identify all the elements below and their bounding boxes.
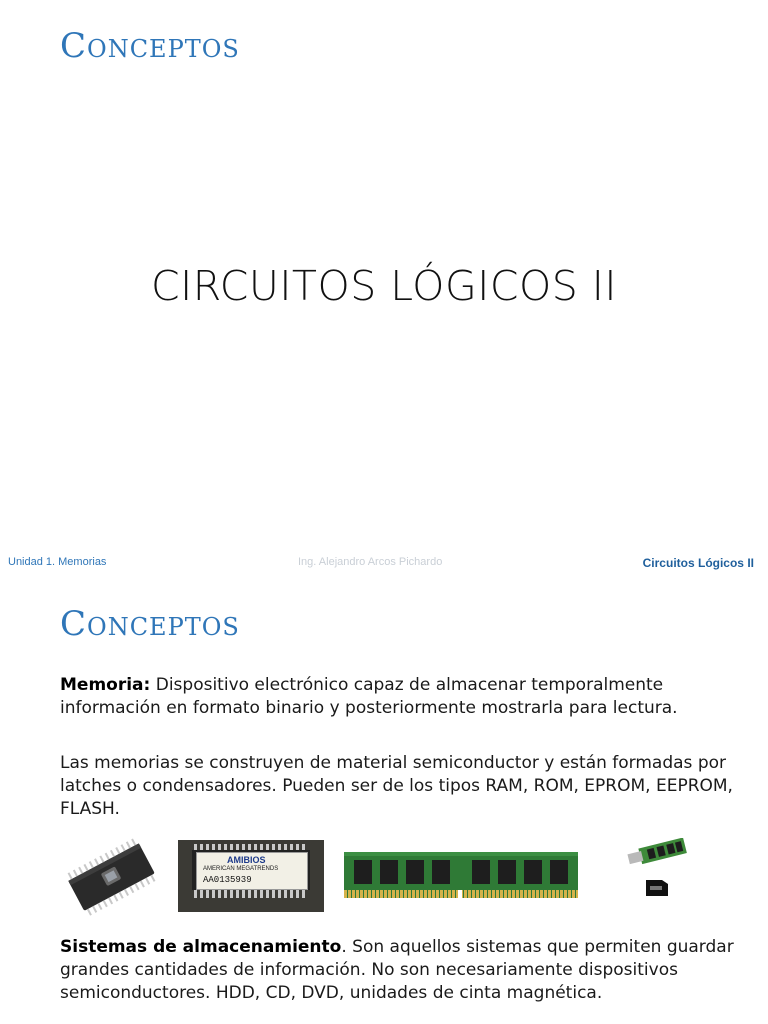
microsd-card-image [644, 878, 670, 898]
bios-label-serial: AA0135939 [203, 875, 252, 885]
memory-definition [60, 674, 740, 720]
bios-label [196, 852, 308, 890]
bios-label-brand: AMIBIOS [227, 855, 266, 865]
memory-types-paragraph: Las memorias se construyen de material semiconductor y están formadas por latches o condensadores. Pueden ser de los tipos RAM, ROM, EPROM, EEPROM, FLASH. [60, 753, 733, 819]
memory-images [60, 838, 740, 918]
chip-pins [194, 890, 308, 898]
usb-flash-image [626, 838, 690, 868]
slide-heading: Conceptos [60, 26, 240, 66]
bios-chip-image [178, 840, 324, 912]
main-title: CIRCUITOS LÓGICOS II [151, 262, 617, 310]
slide-concepts [0, 584, 768, 1024]
footer-author: Ing. Alejandro Arcos Pichardo [298, 556, 443, 568]
footer-unit: Unidad 1. Memorias [8, 556, 107, 568]
storage-term: Sistemas de almacenamiento [60, 937, 342, 957]
memory-text: Dispositivo electrónico capaz de almacenar temporalmente información en formato binario y posteriormente mostrarla para lectura. [60, 675, 678, 718]
slide-heading: Conceptos [60, 604, 240, 644]
storage-definition [60, 936, 740, 1005]
eprom-chip-image [64, 838, 160, 918]
footer-course: Circuitos Lógicos II [642, 556, 754, 570]
memory-term: Memoria: [60, 675, 151, 695]
storage-text: . Son aquellos sistemas que permiten guardar grandes cantidades de información. No son necesariamente dispositivos semiconductores. HDD, CD, DVD, unidades de cinta magnética. [60, 937, 734, 1003]
ram-module-image [344, 850, 578, 902]
slide-footer [0, 556, 768, 572]
bios-label-maker: AMERICAN MEGATRENDS [203, 866, 279, 872]
